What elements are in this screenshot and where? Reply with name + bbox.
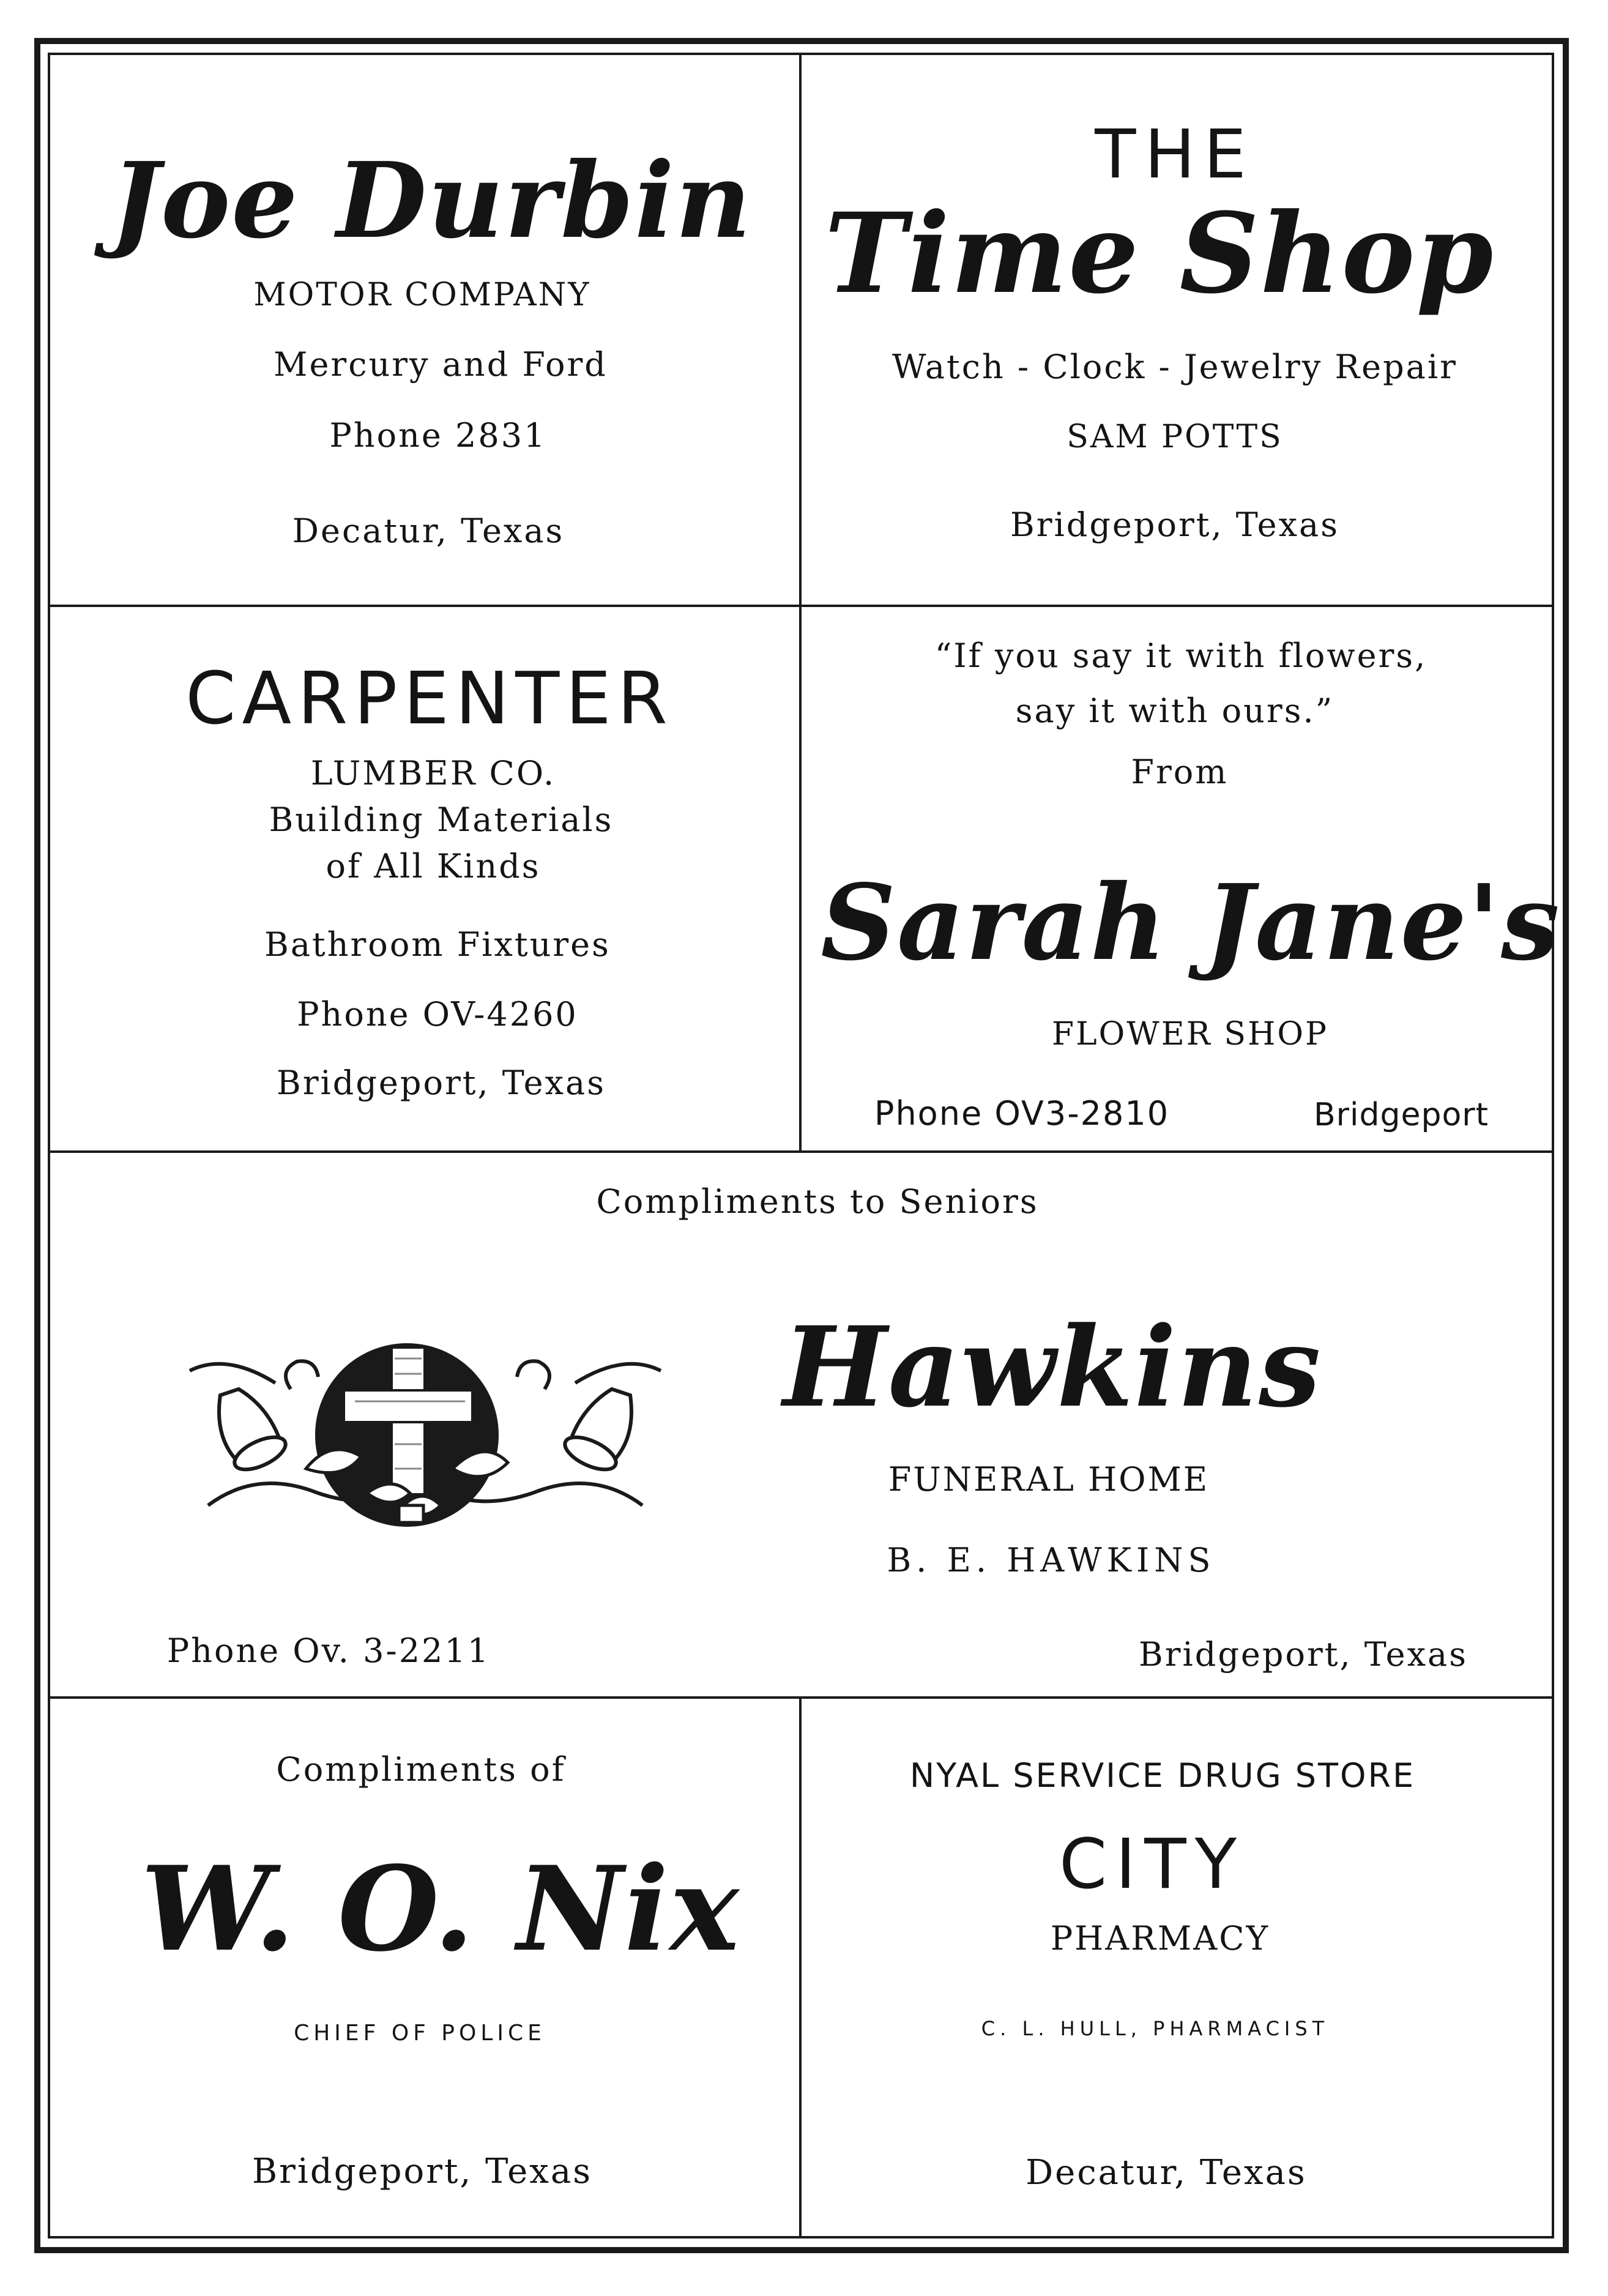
carpenter-line1: Building Materials: [269, 800, 614, 839]
carpenter-name: CARPENTER: [185, 656, 674, 740]
hawkins-compliments: Compliments to Seniors: [596, 1182, 1039, 1221]
sarah-city: Bridgeport: [1313, 1097, 1489, 1133]
nix-name: W. O. Nix: [141, 1841, 740, 1977]
sarah-phone: Phone OV3-2810: [874, 1094, 1170, 1133]
carpenter-subtitle: LUMBER CO.: [310, 754, 556, 792]
durbin-phone: Phone 2831: [329, 416, 547, 455]
pharmacy-subtitle: PHARMACY: [1050, 1919, 1270, 1958]
carpenter-line2: of All Kinds: [326, 847, 541, 885]
hawkins-subtitle: FUNERAL HOME: [888, 1460, 1210, 1499]
pharmacy-name: CITY: [1059, 1825, 1246, 1904]
time-shop-city: Bridgeport, Texas: [1010, 505, 1339, 544]
durbin-name: Joe Durbin: [110, 140, 753, 262]
divider-row2: [49, 1150, 1554, 1153]
nix-city: Bridgeport, Texas: [252, 2152, 592, 2191]
carpenter-line3: Bathroom Fixtures: [264, 925, 611, 964]
sarah-from: From: [1131, 753, 1229, 791]
sarah-quote-line1: “If you say it with flowers,: [934, 636, 1427, 675]
time-shop-services: Watch - Clock - Jewelry Repair: [892, 348, 1457, 386]
nix-compliments: Compliments of: [276, 1750, 566, 1789]
divider-row3: [49, 1696, 1554, 1699]
divider-row1: [49, 605, 1554, 607]
hawkins-owner: B. E. HAWKINS: [887, 1541, 1216, 1579]
pharmacy-pharmacist: C. L. HULL, PHARMACIST: [981, 2017, 1330, 2040]
sarah-quote-line2: say it with ours.”: [1015, 691, 1334, 730]
nix-title: CHIEF OF POLICE: [294, 2021, 546, 2046]
cross-bells-emblem-icon: [184, 1322, 667, 1536]
hawkins-city: Bridgeport, Texas: [1139, 1635, 1468, 1674]
sarah-subtitle: FLOWER SHOP: [1052, 1016, 1328, 1053]
divider-col-top: [799, 54, 802, 1152]
divider-col-bottom: [799, 1698, 802, 2236]
carpenter-city: Bridgeport, Texas: [277, 1064, 606, 1102]
time-shop-name: Time Shop: [824, 189, 1495, 318]
pharmacy-city: Decatur, Texas: [1025, 2153, 1307, 2193]
carpenter-phone: Phone OV-4260: [297, 995, 578, 1034]
durbin-subtitle: MOTOR COMPANY: [253, 277, 591, 313]
durbin-line1: Mercury and Ford: [274, 345, 608, 384]
pharmacy-header: NYAL SERVICE DRUG STORE: [909, 1756, 1416, 1795]
sarah-name: Sarah Jane's: [821, 862, 1561, 984]
hawkins-name: Hawkins: [783, 1303, 1322, 1432]
time-shop-the: THE: [1095, 115, 1255, 193]
durbin-city: Decatur, Texas: [292, 512, 565, 550]
hawkins-phone: Phone Ov. 3-2211: [166, 1631, 491, 1670]
time-shop-owner: SAM POTTS: [1066, 419, 1283, 455]
